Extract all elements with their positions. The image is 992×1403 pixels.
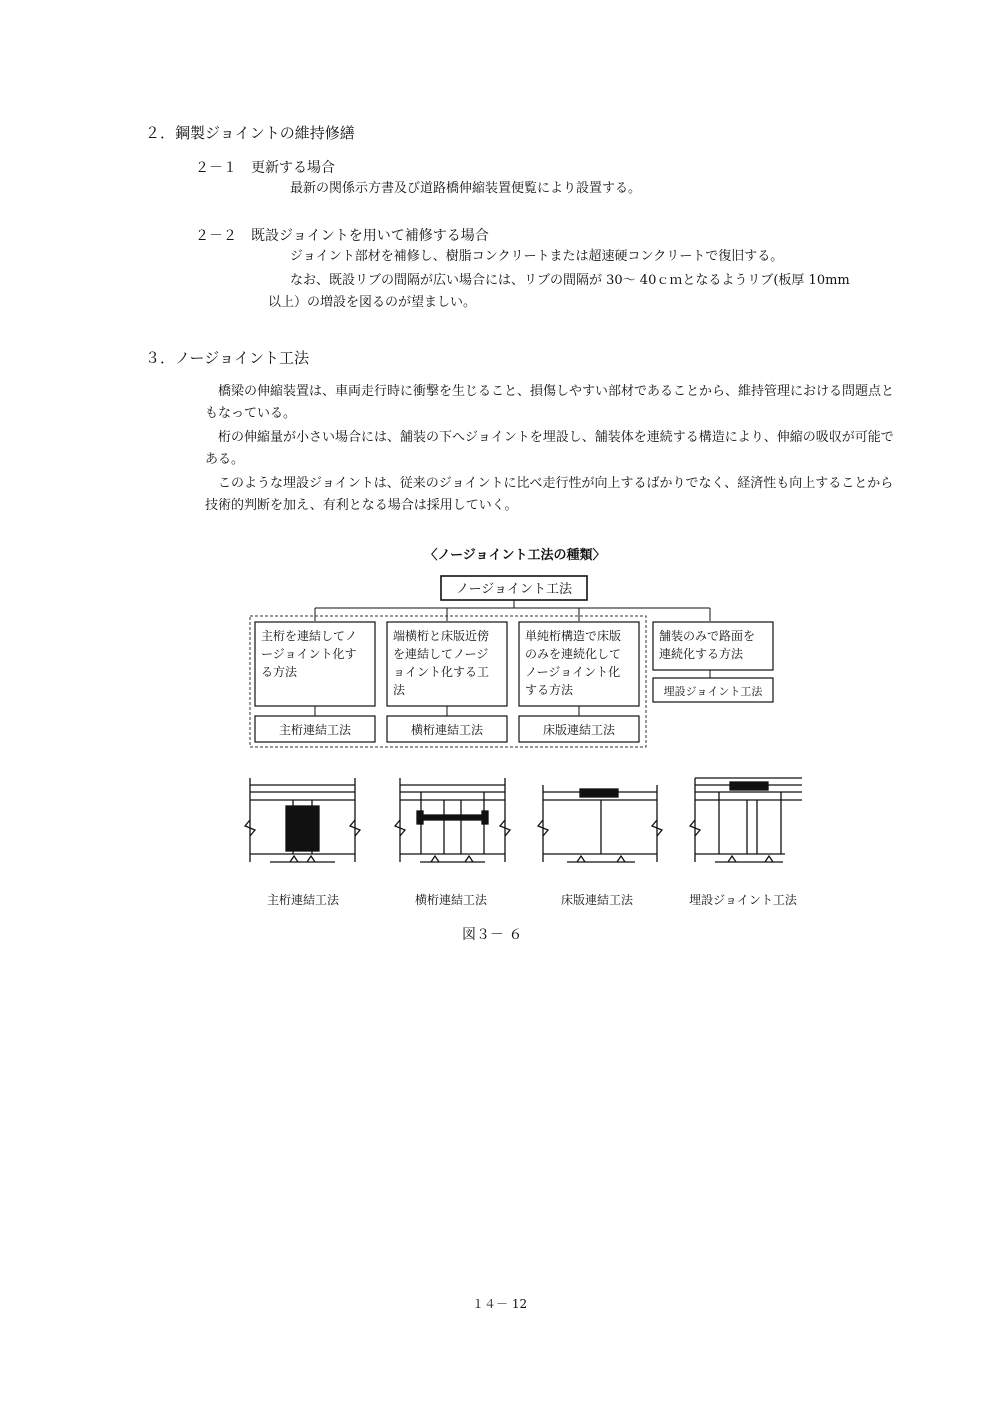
branch-4-method: 埋設ジョイント工法 [663, 685, 763, 698]
section2-1-body: 最新の関係示方書及び道路橋伸縮装置便覧により設置する。 [290, 181, 642, 196]
section3-para3: このような埋設ジョイントは、従来のジョイントに比べ走行性が向上するばかりでなく、経済性も向上することから技術的判断を加え、有利となる場合は採用していく。 [205, 476, 894, 513]
branch-1-method: 主桁連結工法 [278, 723, 352, 737]
section2-heading: ２．鋼製ジョイントの維持修繕 [145, 124, 355, 142]
section3-para1: 橋梁の伸縮装置は、車両走行時に衝撃を生じること、損傷しやすい部材であることから、維持管理における問題点ともなっている。 [205, 384, 895, 421]
section2-2-line3: 以上）の増設を図るのが望ましい。 [268, 295, 477, 310]
branch-3-method: 床版連結工法 [542, 723, 616, 737]
diagram-title: 〈ノージョイント工法の種類〉 [424, 548, 606, 563]
sketch-main-girder-connection [245, 778, 360, 862]
section3-heading: ３．ノージョイント工法 [145, 349, 309, 367]
branch-2-desc: 端横桁と床版近傍 を連結してノージ ョイント化する工 法 [393, 629, 490, 697]
page-number: １４－ 12 [472, 1297, 528, 1311]
branch-2-method: 横桁連結工法 [410, 723, 484, 737]
sketch-label-1: 主桁連結工法 [266, 893, 340, 907]
sketch-label-4: 埋設ジョイント工法 [689, 893, 797, 907]
section2-2-heading: ２－２ 既設ジョイントを用いて補修する場合 [195, 228, 489, 244]
section2-1-heading: ２－１ 更新する場合 [195, 160, 335, 176]
sketch-label-3: 床版連結工法 [560, 893, 634, 907]
branch-1-desc: 主桁を連結してノ ージョイント化す る方法 [261, 629, 358, 679]
sketch-cross-girder-connection [395, 778, 510, 862]
section2-2-line2: なお、既設リブの間隔が広い場合には、リブの間隔が 30～ 40ｃｍとなるようリブ(板厚 10mm [290, 273, 850, 288]
section2-2-line1: ジョイント部材を補修し、樹脂コンクリートまたは超速硬コンクリートで復旧する。 [290, 249, 784, 264]
branch-3-desc: 単純桁構造で床版 のみを連続化して ノージョイント化 する方法 [525, 629, 622, 697]
sketch-buried-joint [690, 778, 802, 862]
branch-4-desc: 舗装のみで路面を 連続化する方法 [659, 629, 756, 661]
sketch-label-2: 横桁連結工法 [414, 893, 488, 907]
figure-caption: 図３－ ６ [462, 927, 523, 943]
no-joint-method-figure [245, 540, 797, 915]
diagram-root-label: ノージョイント工法 [455, 582, 573, 597]
section3-para2: 桁の伸縮量が小さい場合には、舗装の下へジョイントを埋設し、舗装体を連続する構造により、伸縮の吸収が可能である。 [205, 430, 894, 467]
sketch-deck-slab-connection [538, 785, 662, 862]
